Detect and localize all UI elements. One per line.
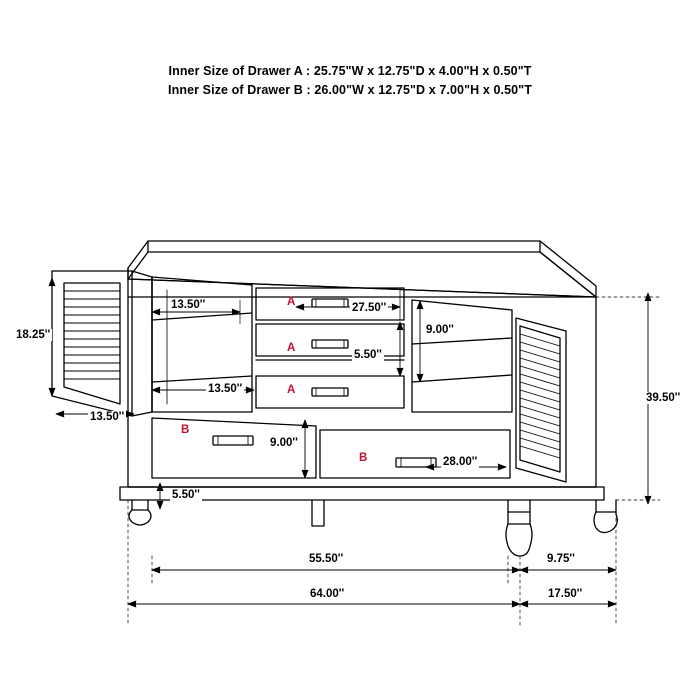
dim-left-door-depth: 13.50'' [90,411,125,423]
drawer-label-a-top: A [287,296,296,308]
dim-overall-depth: 17.50'' [548,588,583,600]
dim-overall-width: 64.00'' [310,588,345,600]
dim-left-door-height: 18.25'' [16,329,51,341]
dim-left-shelf-width: 13.50'' [171,299,206,311]
dim-drawer-b-left-height: 9.00'' [270,437,298,449]
drawer-a-inner-size-note: Inner Size of Drawer A : 25.75"W x 12.75"D x 4.00"H x 0.50"T [168,64,532,78]
dim-drawer-b-right-width: 28.00'' [443,456,478,468]
dim-drawer-a-top-width: 27.50'' [352,302,387,314]
drawer-label-b-left: B [181,424,190,436]
drawer-label-b-right: B [359,452,368,464]
dim-base-height: 5.50'' [172,489,200,501]
dim-front-width: 55.50'' [309,553,344,565]
dim-side-depth: 9.75'' [547,553,575,565]
drawer-label-a-bottom: A [287,384,296,396]
drawer-b-inner-size-note: Inner Size of Drawer B : 26.00"W x 12.75"D x 7.00"H x 0.50"T [168,83,532,97]
dim-right-compartment-height: 9.00'' [426,324,454,336]
dim-middle-shelf-width: 13.50'' [208,383,243,395]
drawer-label-a-middle: A [287,342,296,354]
dim-drawer-a-middle-height: 5.50'' [354,349,382,361]
dim-overall-height: 39.50'' [646,392,681,404]
